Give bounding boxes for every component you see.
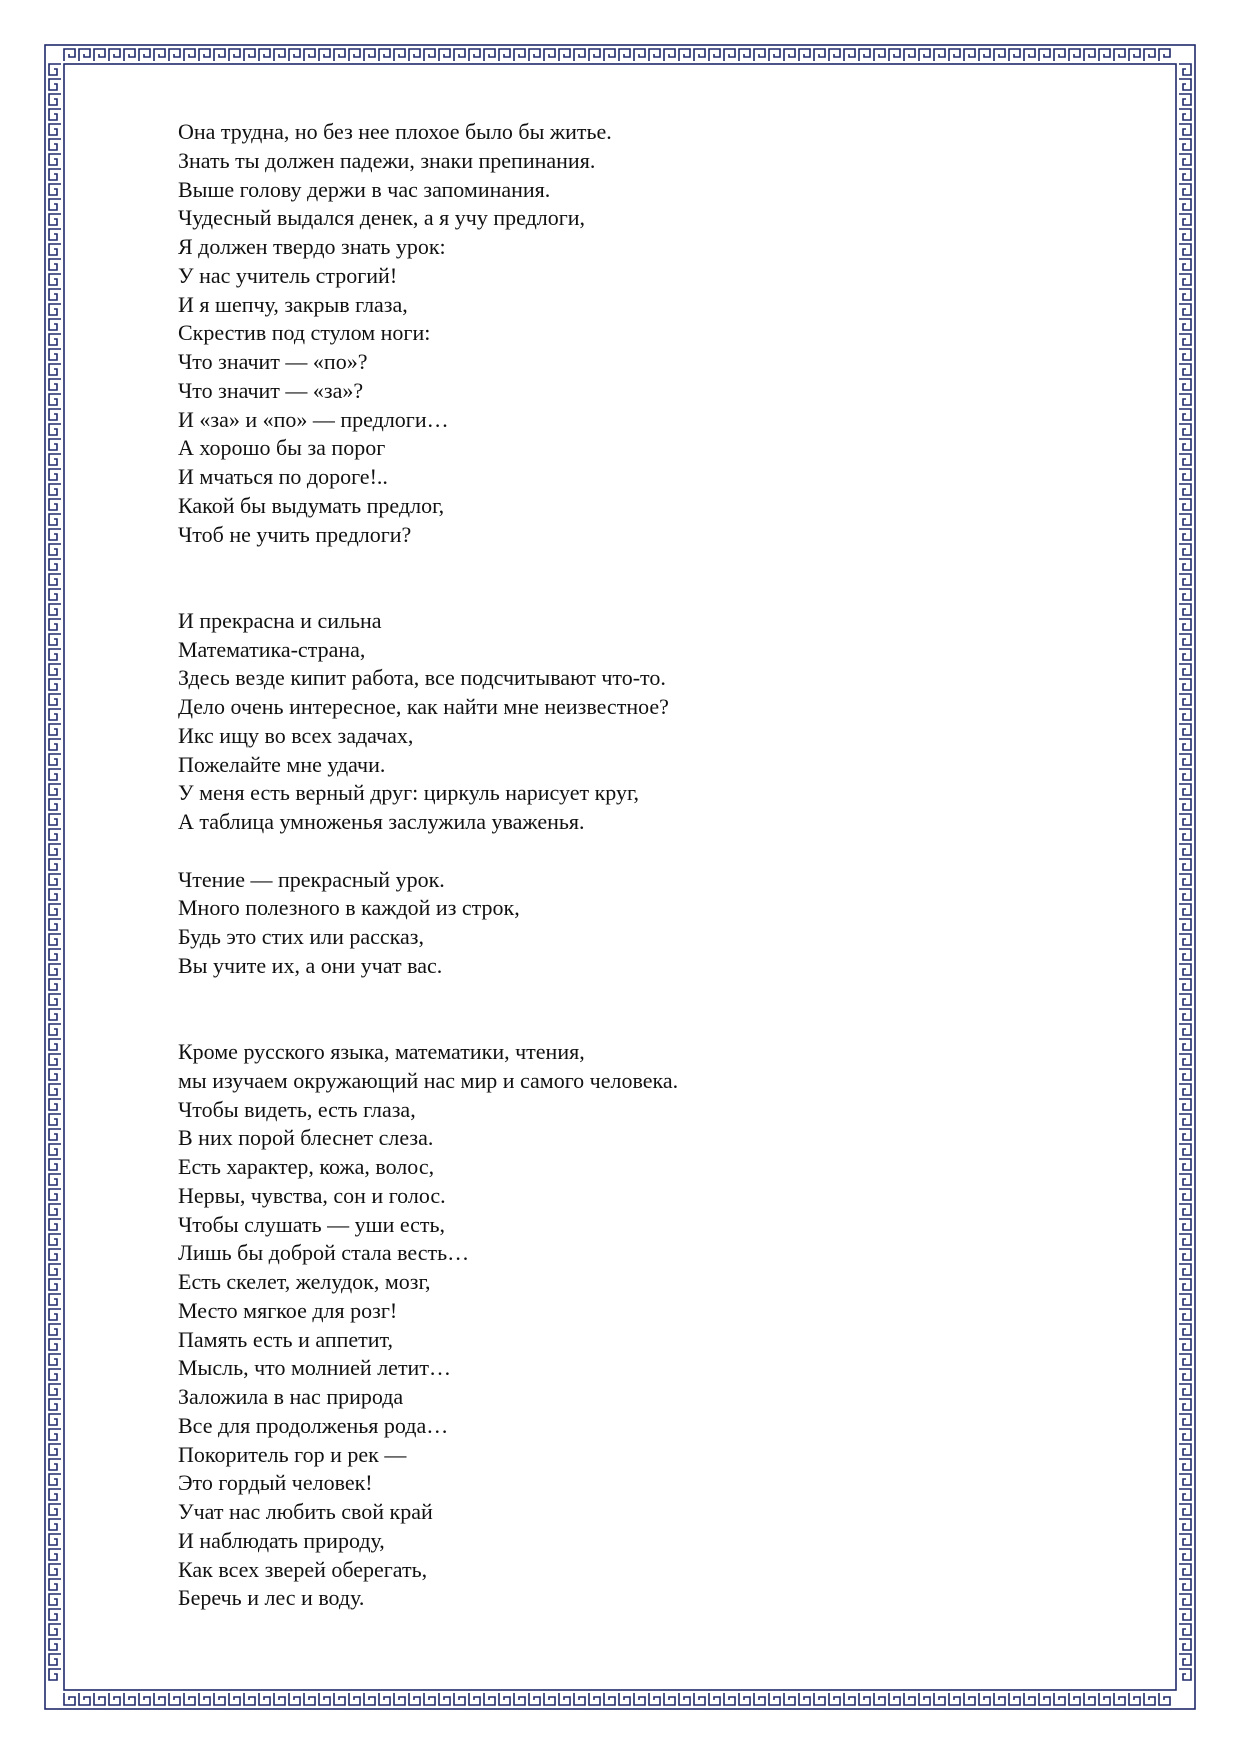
poem-line: мы изучаем окружающий нас мир и самого человека. — [178, 1067, 679, 1093]
poem-line: И я шепчу, закрыв глаза, — [178, 291, 408, 317]
poem-line: Я должен твердо знать урок: — [178, 234, 446, 259]
border-bottom-meander — [64, 1693, 1170, 1705]
poem-line: Как всех зверей оберегать, — [178, 1556, 428, 1582]
poem-line: А таблица умноженья заслужила уваженья. — [178, 809, 585, 834]
poem-line: И мчаться по дороге!.. — [178, 464, 388, 489]
poem-line: Чтоб не учить предлоги? — [178, 521, 412, 547]
border-left-meander — [49, 64, 61, 1680]
poem-line: И наблюдать природу, — [178, 1527, 385, 1553]
poem-line: Память есть и аппетит, — [178, 1326, 393, 1352]
poem-line: Нервы, чувства, сон и голос. — [178, 1182, 446, 1208]
poem-line: Заложила в нас природа — [178, 1384, 404, 1409]
poem-line: И прекрасна и сильна — [178, 607, 382, 633]
poem-line: Много полезного в каждой из строк, — [178, 895, 520, 921]
poem-line: Чтобы слушать — уши есть, — [178, 1211, 446, 1237]
stanza — [178, 607, 1078, 837]
poem-line: Что значит — «по»? — [178, 349, 368, 374]
border-top-meander — [64, 49, 1170, 61]
poem-line: Чтобы видеть, есть глаза, — [178, 1096, 416, 1122]
poem-line: Что значит — «за»? — [178, 377, 364, 403]
poem-line: Чудесный выдался денек, а я учу предлоги, — [178, 205, 586, 231]
poem-line: Покоритель гор и рек — — [178, 1441, 407, 1467]
poem-line: Дело очень интересное, как найти мне неизвестное? — [178, 694, 669, 719]
poem-line: В них порой блеснет слеза. — [178, 1125, 434, 1151]
poem-line: Лишь бы доброй стала весть… — [178, 1240, 470, 1266]
poem-line: Учат нас любить свой край — [178, 1499, 433, 1524]
poem-line: Это гордый человек! — [178, 1470, 373, 1496]
poem-line: Все для продолженья рода… — [178, 1412, 449, 1438]
poem-line: У нас учитель строгий! — [178, 262, 398, 288]
stanza-gap — [178, 549, 1078, 607]
stanza — [178, 118, 1078, 549]
poem-line: Чтение — прекрасный урок. — [178, 866, 445, 892]
poem-line: Выше голову держи в час запоминания. — [178, 176, 551, 202]
poem-text — [178, 118, 1078, 1613]
poem-line: Здесь везде кипит работа, все подсчитывают что-то. — [178, 665, 666, 691]
poem-line: Какой бы выдумать предлог, — [178, 492, 445, 518]
poem-line: Икс ищу во всех задачах, — [178, 722, 414, 748]
poem-line: Кроме русского языка, математики, чтения, — [178, 1039, 585, 1064]
stanza — [178, 866, 1078, 981]
stanza-gap — [178, 837, 1078, 866]
poem-line: Вы учите их, а они учат вас. — [178, 952, 443, 978]
poem-line: Есть скелет, желудок, мозг, — [178, 1269, 431, 1294]
poem-line: Знать ты должен падежи, знаки препинания. — [178, 147, 596, 173]
poem-line: У меня есть верный друг: циркуль нарисует круг, — [178, 780, 640, 806]
poem-line: Скрестив под стулом ноги: — [178, 320, 431, 346]
poem-line: И «за» и «по» — предлоги… — [178, 406, 449, 432]
poem-line: Математика-страна, — [178, 636, 366, 662]
poem-line: Будь это стих или рассказ, — [178, 924, 424, 949]
poem-line: А хорошо бы за порог — [178, 435, 386, 461]
poem-line: Место мягкое для розг! — [178, 1297, 398, 1323]
poem-line: Мысль, что молнией летит… — [178, 1355, 451, 1381]
poem-line: Есть характер, кожа, волос, — [178, 1154, 435, 1179]
stanza-gap — [178, 981, 1078, 1039]
border-right-meander — [1179, 64, 1191, 1680]
poem-line: Пожелайте мне удачи. — [178, 751, 386, 777]
poem-line: Она трудна, но без нее плохое было бы житье. — [178, 119, 612, 144]
stanza — [178, 1038, 1078, 1613]
poem-line: Беречь и лес и воду. — [178, 1585, 365, 1611]
